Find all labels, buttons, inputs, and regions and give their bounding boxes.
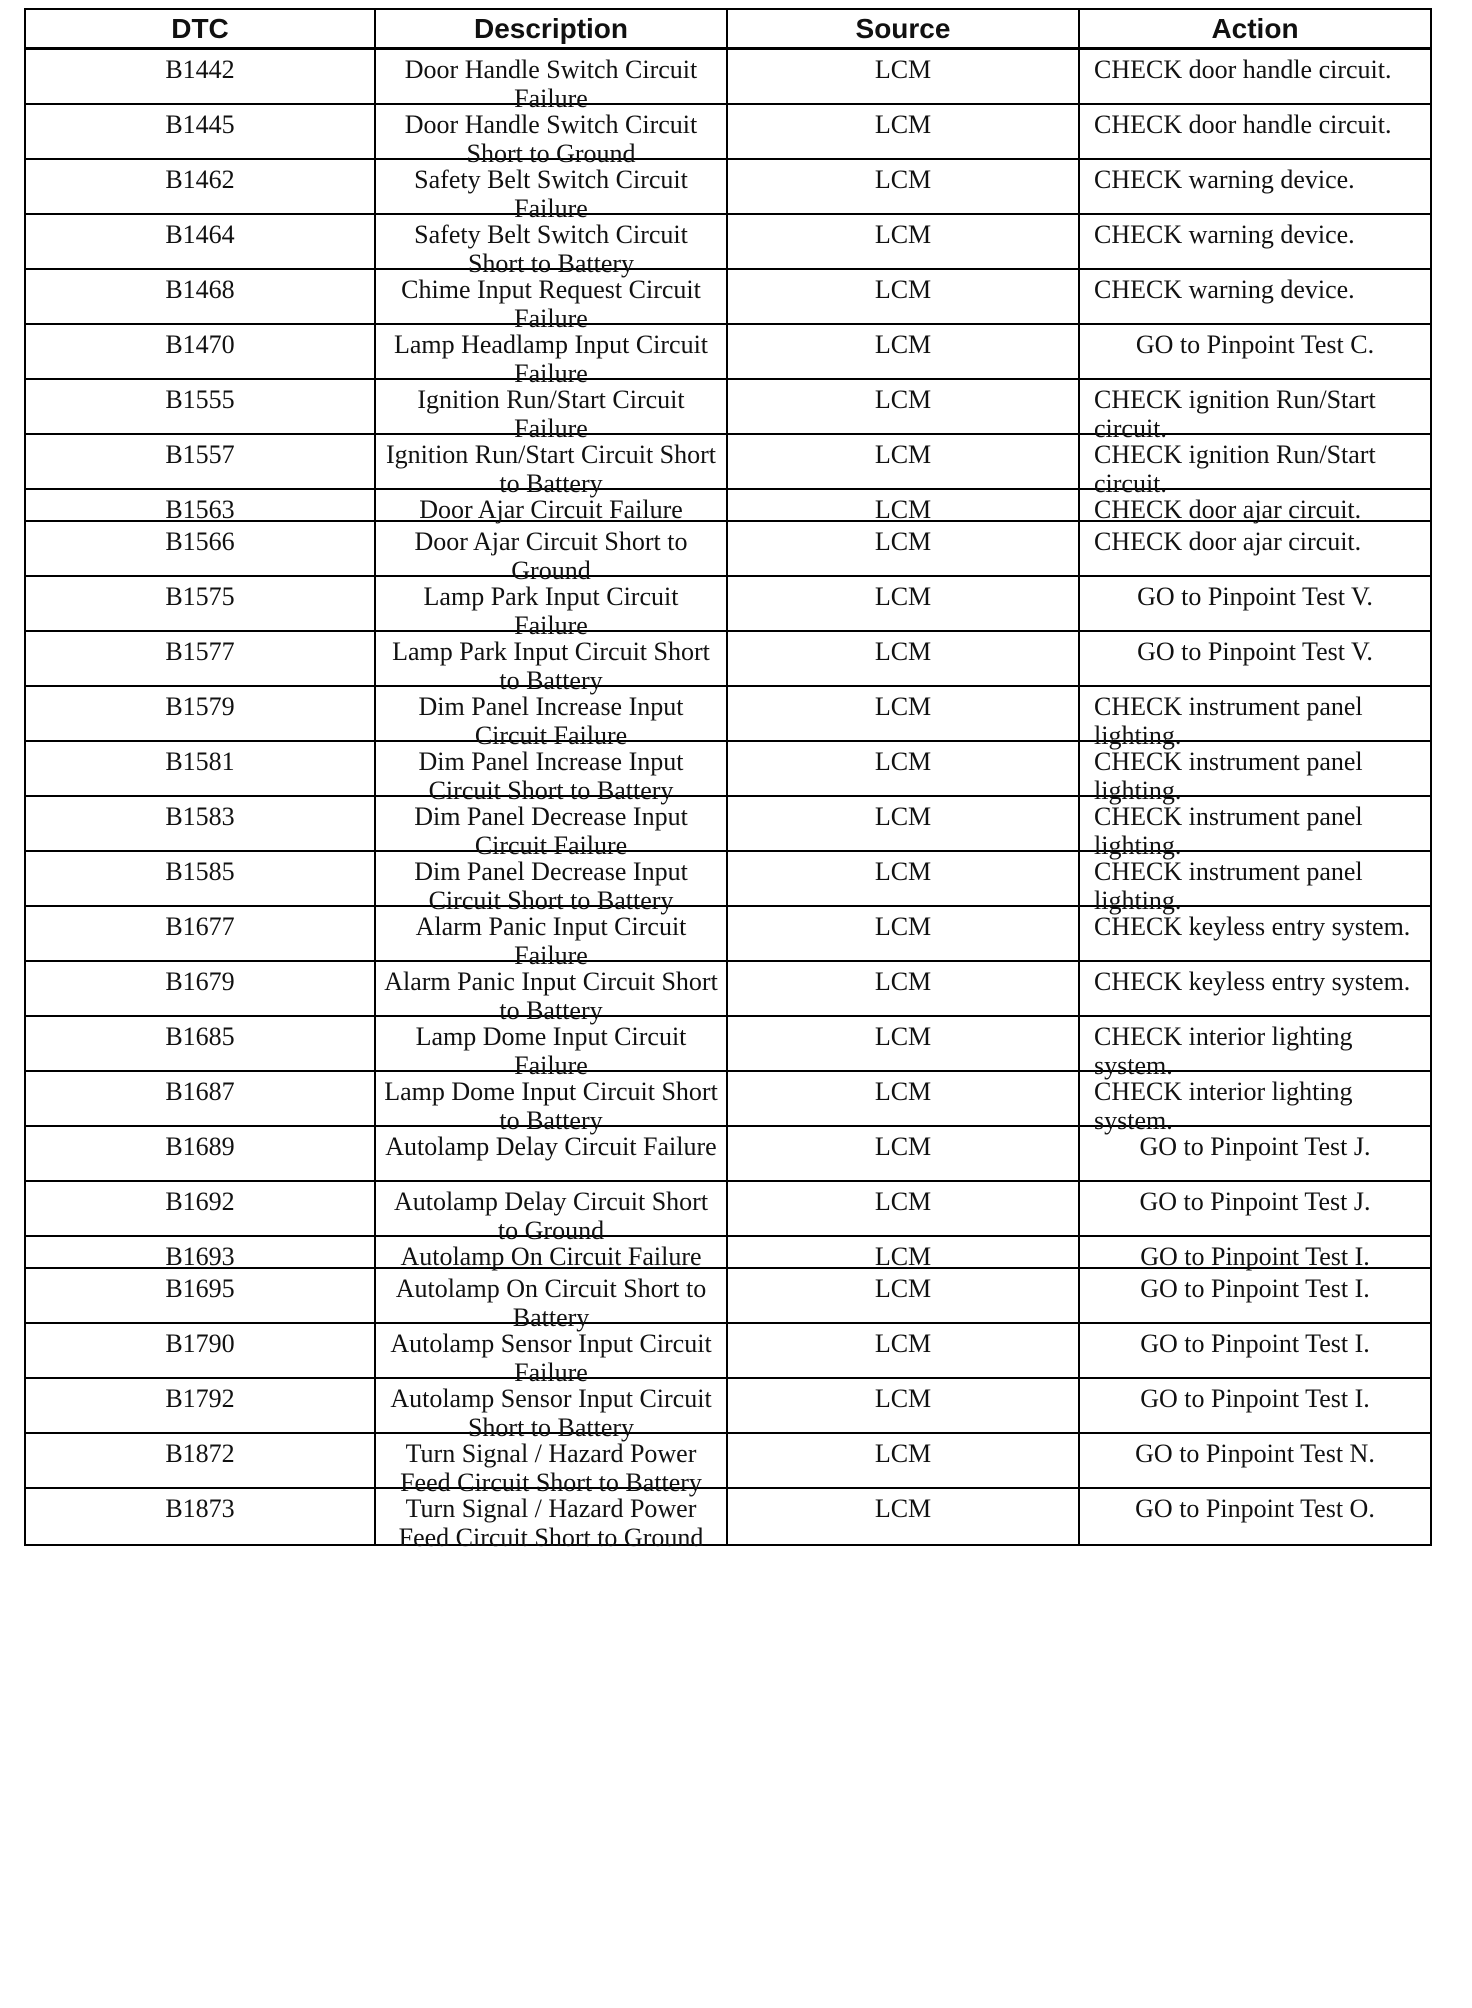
cell-action: CHECK door handle circuit.	[1080, 50, 1430, 105]
cell-source: LCM	[728, 490, 1080, 522]
cell-description: Dim Panel Increase Input Circuit Failure	[376, 687, 728, 742]
cell-source: LCM	[728, 632, 1080, 687]
cell-dtc: B1445	[26, 105, 376, 160]
cell-description: Autolamp Sensor Input Circuit Failure	[376, 1324, 728, 1379]
cell-source: LCM	[728, 907, 1080, 962]
cell-source: LCM	[728, 742, 1080, 797]
cell-dtc: B1579	[26, 687, 376, 742]
cell-description: Lamp Park Input Circuit Failure	[376, 577, 728, 632]
cell-description: Turn Signal / Hazard Power Feed Circuit Short to Battery	[376, 1434, 728, 1489]
cell-action: CHECK interior lighting system.	[1080, 1072, 1430, 1127]
header-description: Description	[376, 10, 728, 50]
cell-dtc: B1577	[26, 632, 376, 687]
cell-dtc: B1695	[26, 1269, 376, 1324]
cell-dtc: B1464	[26, 215, 376, 270]
cell-description: Door Ajar Circuit Short to Ground	[376, 522, 728, 577]
cell-action: GO to Pinpoint Test V.	[1080, 632, 1430, 687]
cell-dtc: B1790	[26, 1324, 376, 1379]
cell-description: Lamp Headlamp Input Circuit Failure	[376, 325, 728, 380]
cell-source: LCM	[728, 380, 1080, 435]
cell-description: Ignition Run/Start Circuit Short to Battery	[376, 435, 728, 490]
cell-action: CHECK warning device.	[1080, 215, 1430, 270]
cell-action: CHECK ignition Run/Start circuit.	[1080, 380, 1430, 435]
cell-dtc: B1566	[26, 522, 376, 577]
cell-dtc: B1470	[26, 325, 376, 380]
cell-source: LCM	[728, 1017, 1080, 1072]
cell-description: Autolamp Delay Circuit Short to Ground	[376, 1182, 728, 1237]
cell-description: Safety Belt Switch Circuit Short to Battery	[376, 215, 728, 270]
header-action: Action	[1080, 10, 1430, 50]
cell-action: GO to Pinpoint Test I.	[1080, 1324, 1430, 1379]
cell-action: GO to Pinpoint Test I.	[1080, 1237, 1430, 1269]
cell-action: CHECK instrument panel lighting.	[1080, 742, 1430, 797]
cell-source: LCM	[728, 1379, 1080, 1434]
cell-source: LCM	[728, 687, 1080, 742]
cell-source: LCM	[728, 270, 1080, 325]
cell-description: Door Handle Switch Circuit Failure	[376, 50, 728, 105]
cell-dtc: B1462	[26, 160, 376, 215]
cell-dtc: B1693	[26, 1237, 376, 1269]
cell-description: Door Handle Switch Circuit Short to Ground	[376, 105, 728, 160]
cell-dtc: B1792	[26, 1379, 376, 1434]
cell-source: LCM	[728, 1182, 1080, 1237]
cell-dtc: B1583	[26, 797, 376, 852]
cell-description: Alarm Panic Input Circuit Failure	[376, 907, 728, 962]
cell-description: Dim Panel Decrease Input Circuit Failure	[376, 797, 728, 852]
cell-dtc: B1872	[26, 1434, 376, 1489]
cell-source: LCM	[728, 1237, 1080, 1269]
dtc-table	[24, 8, 1432, 1552]
cell-action: CHECK keyless entry system.	[1080, 907, 1430, 962]
cell-dtc: B1442	[26, 50, 376, 105]
cell-description: Dim Panel Decrease Input Circuit Short to Battery	[376, 852, 728, 907]
cell-action: CHECK door ajar circuit.	[1080, 522, 1430, 577]
cell-source: LCM	[728, 522, 1080, 577]
cell-dtc: B1557	[26, 435, 376, 490]
cell-action: GO to Pinpoint Test N.	[1080, 1434, 1430, 1489]
cell-action: CHECK warning device.	[1080, 270, 1430, 325]
cell-dtc: B1563	[26, 490, 376, 522]
cell-action: CHECK door ajar circuit.	[1080, 490, 1430, 522]
cell-dtc: B1677	[26, 907, 376, 962]
cell-action: GO to Pinpoint Test J.	[1080, 1182, 1430, 1237]
cell-source: LCM	[728, 1489, 1080, 1544]
cell-description: Lamp Park Input Circuit Short to Battery	[376, 632, 728, 687]
cell-action: CHECK instrument panel lighting.	[1080, 687, 1430, 742]
cell-source: LCM	[728, 215, 1080, 270]
cell-description: Autolamp Delay Circuit Failure	[376, 1127, 728, 1182]
cell-source: LCM	[728, 1324, 1080, 1379]
cell-source: LCM	[728, 1269, 1080, 1324]
cell-action: GO to Pinpoint Test O.	[1135, 1494, 1375, 1523]
cell-source: LCM	[728, 50, 1080, 105]
cell-source: LCM	[728, 1127, 1080, 1182]
cell-description: Turn Signal / Hazard Power Feed Circuit Short to Ground	[376, 1489, 728, 1544]
cell-source: LCM	[728, 577, 1080, 632]
cell-description: Dim Panel Increase Input Circuit Short to Battery	[376, 742, 728, 797]
cell-description: Ignition Run/Start Circuit Failure	[376, 380, 728, 435]
cell-dtc: B1468	[26, 270, 376, 325]
cell-action: GO to Pinpoint Test I.	[1080, 1379, 1430, 1434]
cell-action: CHECK instrument panel lighting.	[1080, 797, 1430, 852]
cell-action: CHECK ignition Run/Start circuit.	[1080, 435, 1430, 490]
cell-dtc: B1689	[26, 1127, 376, 1182]
cell-description: Lamp Dome Input Circuit Failure	[376, 1017, 728, 1072]
cell-source: LCM	[728, 105, 1080, 160]
cell-action: CHECK door handle circuit.	[1080, 105, 1430, 160]
cell-dtc: B1692	[26, 1182, 376, 1237]
cell-source: LCM	[728, 1434, 1080, 1489]
cell-dtc: B1585	[26, 852, 376, 907]
cell-dtc: B1685	[26, 1017, 376, 1072]
cell-action: GO to Pinpoint Test C.	[1080, 325, 1430, 380]
cell-source: LCM	[728, 325, 1080, 380]
cell-description: Alarm Panic Input Circuit Short to Battery	[376, 962, 728, 1017]
header-dtc: DTC	[26, 10, 376, 50]
cell-description: Chime Input Request Circuit Failure	[376, 270, 728, 325]
cell-action: GO to Pinpoint Test J.	[1080, 1127, 1430, 1182]
cell-description: Safety Belt Switch Circuit Failure	[376, 160, 728, 215]
cell-description: Door Ajar Circuit Failure	[376, 490, 728, 522]
cell-dtc: B1679	[26, 962, 376, 1017]
cell-action: GO to Pinpoint Test V.	[1080, 577, 1430, 632]
cell-action: CHECK instrument panel lighting.	[1080, 852, 1430, 907]
cell-action: CHECK keyless entry system.	[1080, 962, 1430, 1017]
cell-dtc: B1581	[26, 742, 376, 797]
cell-source: LCM	[728, 160, 1080, 215]
cell-description: Autolamp On Circuit Failure	[376, 1237, 728, 1269]
cell-source: LCM	[728, 797, 1080, 852]
cell-dtc: B1575	[26, 577, 376, 632]
cell-action: CHECK warning device.	[1080, 160, 1430, 215]
header-source: Source	[728, 10, 1080, 50]
cell-action: CHECK interior lighting system.	[1080, 1017, 1430, 1072]
cell-description: Autolamp Sensor Input Circuit Short to Battery	[376, 1379, 728, 1434]
cell-dtc: B1555	[26, 380, 376, 435]
cell-source: LCM	[728, 435, 1080, 490]
cell-source: LCM	[728, 852, 1080, 907]
cell-source: LCM	[728, 962, 1080, 1017]
cell-dtc: B1873	[26, 1489, 376, 1544]
cell-description: Lamp Dome Input Circuit Short to Battery	[376, 1072, 728, 1127]
cell-action: GO to Pinpoint Test I.	[1080, 1269, 1430, 1324]
cell-description: Autolamp On Circuit Short to Battery	[376, 1269, 728, 1324]
cell-source: LCM	[728, 1072, 1080, 1127]
cell-dtc: B1687	[26, 1072, 376, 1127]
